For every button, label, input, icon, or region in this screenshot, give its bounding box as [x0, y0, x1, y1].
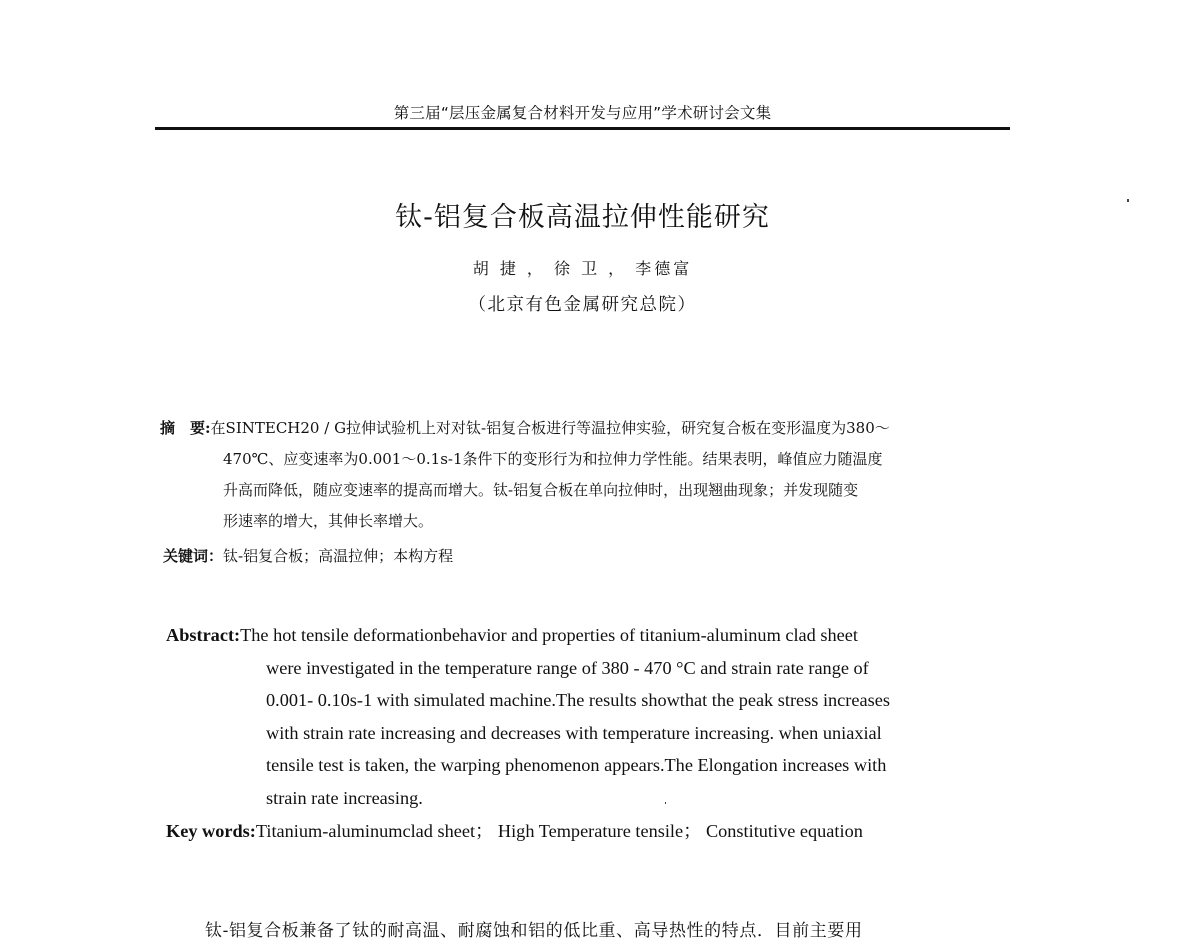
cn-abstract-line-3: 升高而降低，随应变速率的提高而增大。钛-铝复合板在单向拉伸时，出现翘曲现象；并发现随变 [223, 481, 859, 499]
chinese-keywords [163, 545, 453, 566]
scan-speck [1127, 199, 1129, 202]
body-paragraph-first-line: 钛-铝复合板兼备了钛的耐高温、耐腐蚀和铝的低比重、高导热性的特点．目前主要用 [205, 921, 863, 941]
cn-keywords-label: 关键词： [163, 547, 224, 565]
en-abstract-line-2: were investigated in the temperature range of 380 - 470 °C and strain rate range of [266, 657, 869, 678]
paper-title: 钛-铝复合板高温拉伸性能研究 [395, 202, 770, 233]
cn-keywords-text: 钛-铝复合板；高温拉伸；本构方程 [223, 547, 454, 565]
en-keywords-text: Titanium-aluminumclad sheet； High Temperature tensile； Constitutive equation [255, 821, 863, 841]
en-abstract-label: Abstract: [166, 625, 241, 645]
cn-abstract-line-2: 470℃、应变速率为0.001～0.1s-1条件下的变形行为和拉伸力学性能。结果表明，峰值应力随温度 [223, 450, 883, 468]
authors: 胡 捷 ， 徐 卫 ， 李德富 [472, 259, 693, 278]
en-abstract-line-3: 0.001- 0.10s-1 with simulated machine.The results showthat the peak stress increases [266, 690, 890, 711]
affiliation: （北京有色金属研究总院） [468, 295, 697, 315]
en-abstract-line-1: Abstract:The hot tensile deformationbehavior and properties of titanium-aluminum clad sheet [166, 625, 858, 645]
en-abstract-line-4: with strain rate increasing and decreases with temperature increasing. when uniaxial [266, 722, 882, 743]
chinese-abstract [160, 413, 1020, 537]
en-abstract-line-5: tensile test is taken, the warping phenomenon appears.The Elongation increases with [266, 755, 887, 776]
running-header: 第三届“层压金属复合材料开发与应用”学术研讨会文集 [393, 104, 772, 122]
cn-abstract-line-4: 形速率的增大，其伸长率增大。 [223, 512, 434, 530]
scan-speck [665, 802, 666, 804]
cn-abstract-line-1: 摘 要:在SINTECH20 / G拉伸试验机上对对钛-铝复合板进行等温拉伸实验，研究复合板在变形温度为380～ [160, 419, 890, 437]
cn-abstract-label: 摘 要: [160, 419, 211, 437]
en-keywords-label: Key words: [166, 821, 256, 841]
english-abstract [166, 619, 1012, 815]
header-rule [155, 127, 1010, 130]
en-abstract-line-6: strain rate increasing. [266, 787, 423, 808]
english-keywords [166, 817, 863, 843]
